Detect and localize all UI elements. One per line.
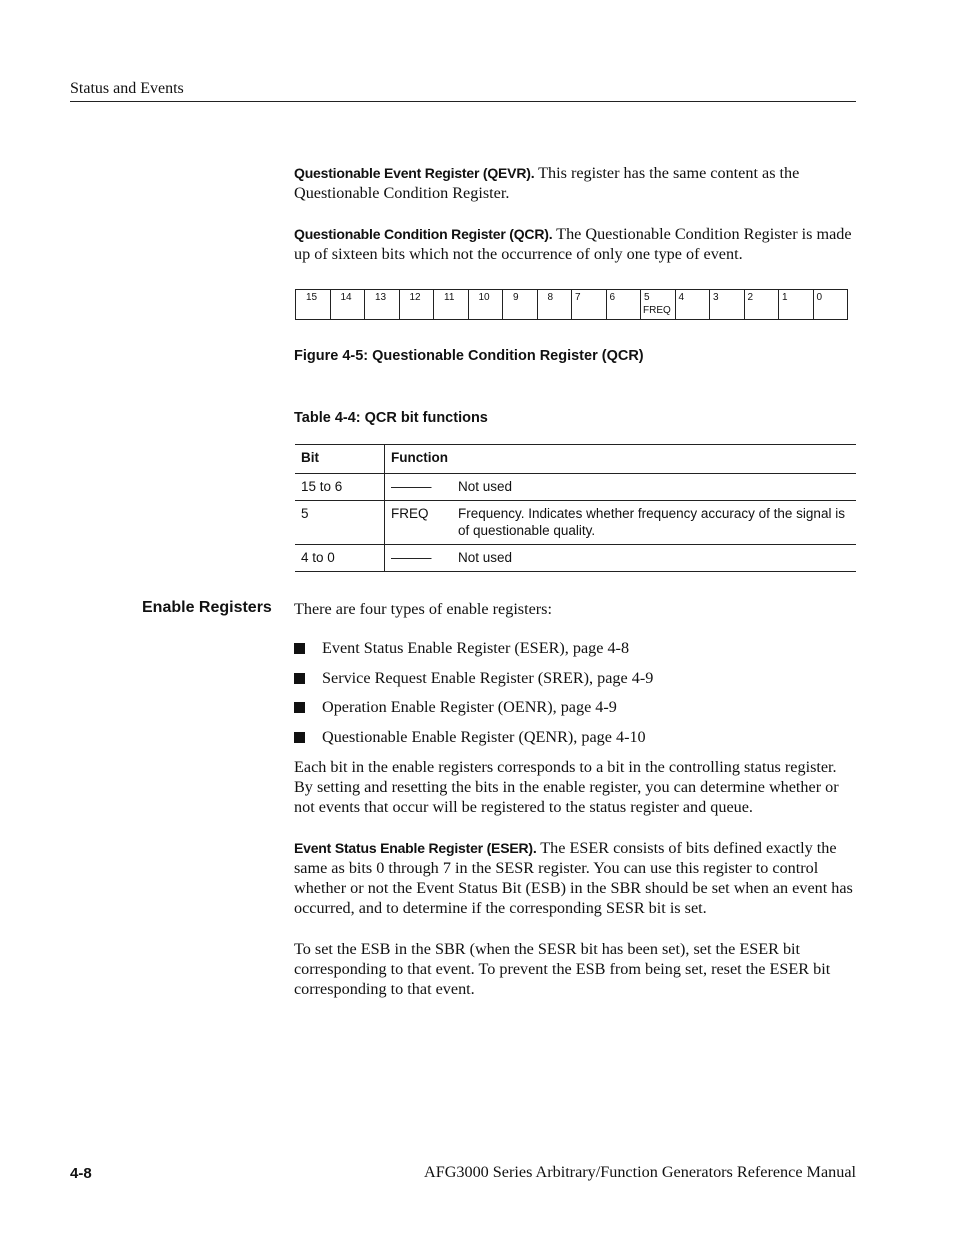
register-cell bbox=[434, 290, 469, 319]
list-item bbox=[294, 668, 653, 688]
running-header: Status and Events bbox=[70, 80, 184, 97]
bit-number: 10 bbox=[478, 292, 490, 303]
page-number: 4-8 bbox=[70, 1165, 92, 1182]
bit-name-freq: FREQ bbox=[643, 305, 671, 316]
bit-number: 2 bbox=[747, 292, 754, 303]
cell-function-desc: Frequency. Indicates whether frequency accuracy of the signal is of questionable quality. bbox=[458, 506, 845, 538]
square-bullet-icon bbox=[294, 702, 305, 713]
cell-function-name: ——— bbox=[391, 550, 432, 565]
register-cell bbox=[572, 290, 607, 319]
cell-function-name: ——— bbox=[391, 479, 432, 494]
set-esb-paragraph: To set the ESB in the SBR (when the SESR bit has been set), set the ESER bit corresponding to that event. To prevent the ESB from being set, reset the ESER bit corresponding to that event. bbox=[294, 940, 831, 998]
table-row bbox=[295, 545, 856, 572]
qcr-text: The Questionable Condition Register is made up of sixteen bits which not the occurrence of only one type of event. bbox=[294, 225, 852, 263]
eser-text: The ESER consists of bits defined exactly the same as bits 0 through 7 in the SESR register. You can use this register to control whether or not the Event Status Bit (ESB) in the SBR should be set when an event has occurred, and to determine if the corresponding SESR bit is set. bbox=[294, 839, 853, 917]
bit-number: 3 bbox=[713, 292, 719, 303]
cell-function-desc: Not used bbox=[458, 550, 513, 565]
register-cell bbox=[676, 290, 711, 319]
register-cell bbox=[607, 290, 642, 319]
qcr-register-figure bbox=[295, 289, 848, 320]
bit-number: 0 bbox=[816, 292, 823, 303]
figure-caption: Figure 4-5: Questionable Condition Register (QCR) bbox=[294, 348, 644, 364]
bit-number: 12 bbox=[409, 292, 421, 303]
bit-number: 1 bbox=[782, 292, 788, 303]
table-row bbox=[295, 501, 856, 545]
square-bullet-icon bbox=[294, 673, 305, 684]
cell-bit: 15 to 6 bbox=[295, 474, 385, 501]
register-cell bbox=[641, 290, 676, 319]
list-item-text: Service Request Enable Register (SRER), page 4-9 bbox=[322, 669, 654, 687]
bit-number: 9 bbox=[513, 292, 519, 303]
qcr-runin-heading: Questionable Condition Register (QCR). bbox=[294, 226, 553, 242]
bit-number: 11 bbox=[444, 292, 455, 303]
register-cell bbox=[400, 290, 435, 319]
register-cell bbox=[538, 290, 573, 319]
qevr-runin-heading: Questionable Event Register (QEVR). bbox=[294, 165, 535, 181]
qcr-bit-functions-table bbox=[295, 444, 856, 572]
register-cell bbox=[365, 290, 400, 319]
register-cell bbox=[503, 290, 538, 319]
bit-number: 6 bbox=[609, 292, 616, 303]
bit-number: 13 bbox=[375, 292, 387, 303]
list-item bbox=[294, 727, 646, 747]
enable-bits-paragraph: Each bit in the enable registers corresponds to a bit in the controlling status register. By setting and resetting the bits in the enable register, you can determine whether or not events that occur will be registered to the status register and queue. bbox=[294, 758, 839, 816]
side-heading-enable-registers: Enable Registers bbox=[142, 599, 272, 616]
table-caption: Table 4-4: QCR bit functions bbox=[294, 410, 488, 426]
qcr-paragraph bbox=[294, 224, 856, 264]
bit-number: 15 bbox=[306, 292, 318, 303]
column-header-bit: Bit bbox=[295, 445, 385, 474]
bit-number: 5 bbox=[644, 292, 650, 303]
eser-runin-heading: Event Status Enable Register (ESER). bbox=[294, 840, 537, 856]
register-cell bbox=[779, 290, 814, 319]
manual-title: AFG3000 Series Arbitrary/Function Generators Reference Manual bbox=[424, 1163, 856, 1181]
square-bullet-icon bbox=[294, 732, 305, 743]
cell-function-name: FREQ bbox=[391, 506, 429, 521]
header-rule bbox=[70, 101, 856, 102]
register-cell bbox=[296, 290, 331, 319]
cell-bit: 5 bbox=[295, 501, 385, 545]
table-header-row bbox=[295, 445, 856, 474]
bit-number: 4 bbox=[678, 292, 685, 303]
square-bullet-icon bbox=[294, 643, 305, 654]
cell-function-desc: Not used bbox=[458, 479, 513, 494]
column-header-function: Function bbox=[391, 450, 448, 465]
list-item bbox=[294, 638, 629, 658]
table-row bbox=[295, 474, 856, 501]
list-item bbox=[294, 697, 617, 717]
bit-number: 14 bbox=[340, 292, 352, 303]
register-cell bbox=[814, 290, 848, 319]
list-item-text: Event Status Enable Register (ESER), page 4-8 bbox=[322, 639, 630, 657]
register-cell bbox=[331, 290, 366, 319]
eser-paragraph bbox=[294, 838, 856, 918]
bit-number: 8 bbox=[547, 292, 554, 303]
enable-intro-paragraph: There are four types of enable registers: bbox=[294, 600, 552, 618]
qevr-paragraph bbox=[294, 163, 856, 203]
register-cell bbox=[745, 290, 780, 319]
bit-number: 7 bbox=[575, 292, 581, 303]
list-item-text: Questionable Enable Register (QENR), page 4-10 bbox=[322, 728, 646, 746]
cell-bit: 4 to 0 bbox=[295, 545, 385, 572]
list-item-text: Operation Enable Register (OENR), page 4-9 bbox=[322, 698, 617, 716]
register-cell bbox=[710, 290, 745, 319]
register-cell bbox=[469, 290, 504, 319]
qevr-text: This register has the same content as the Questionable Condition Register. bbox=[294, 164, 800, 202]
